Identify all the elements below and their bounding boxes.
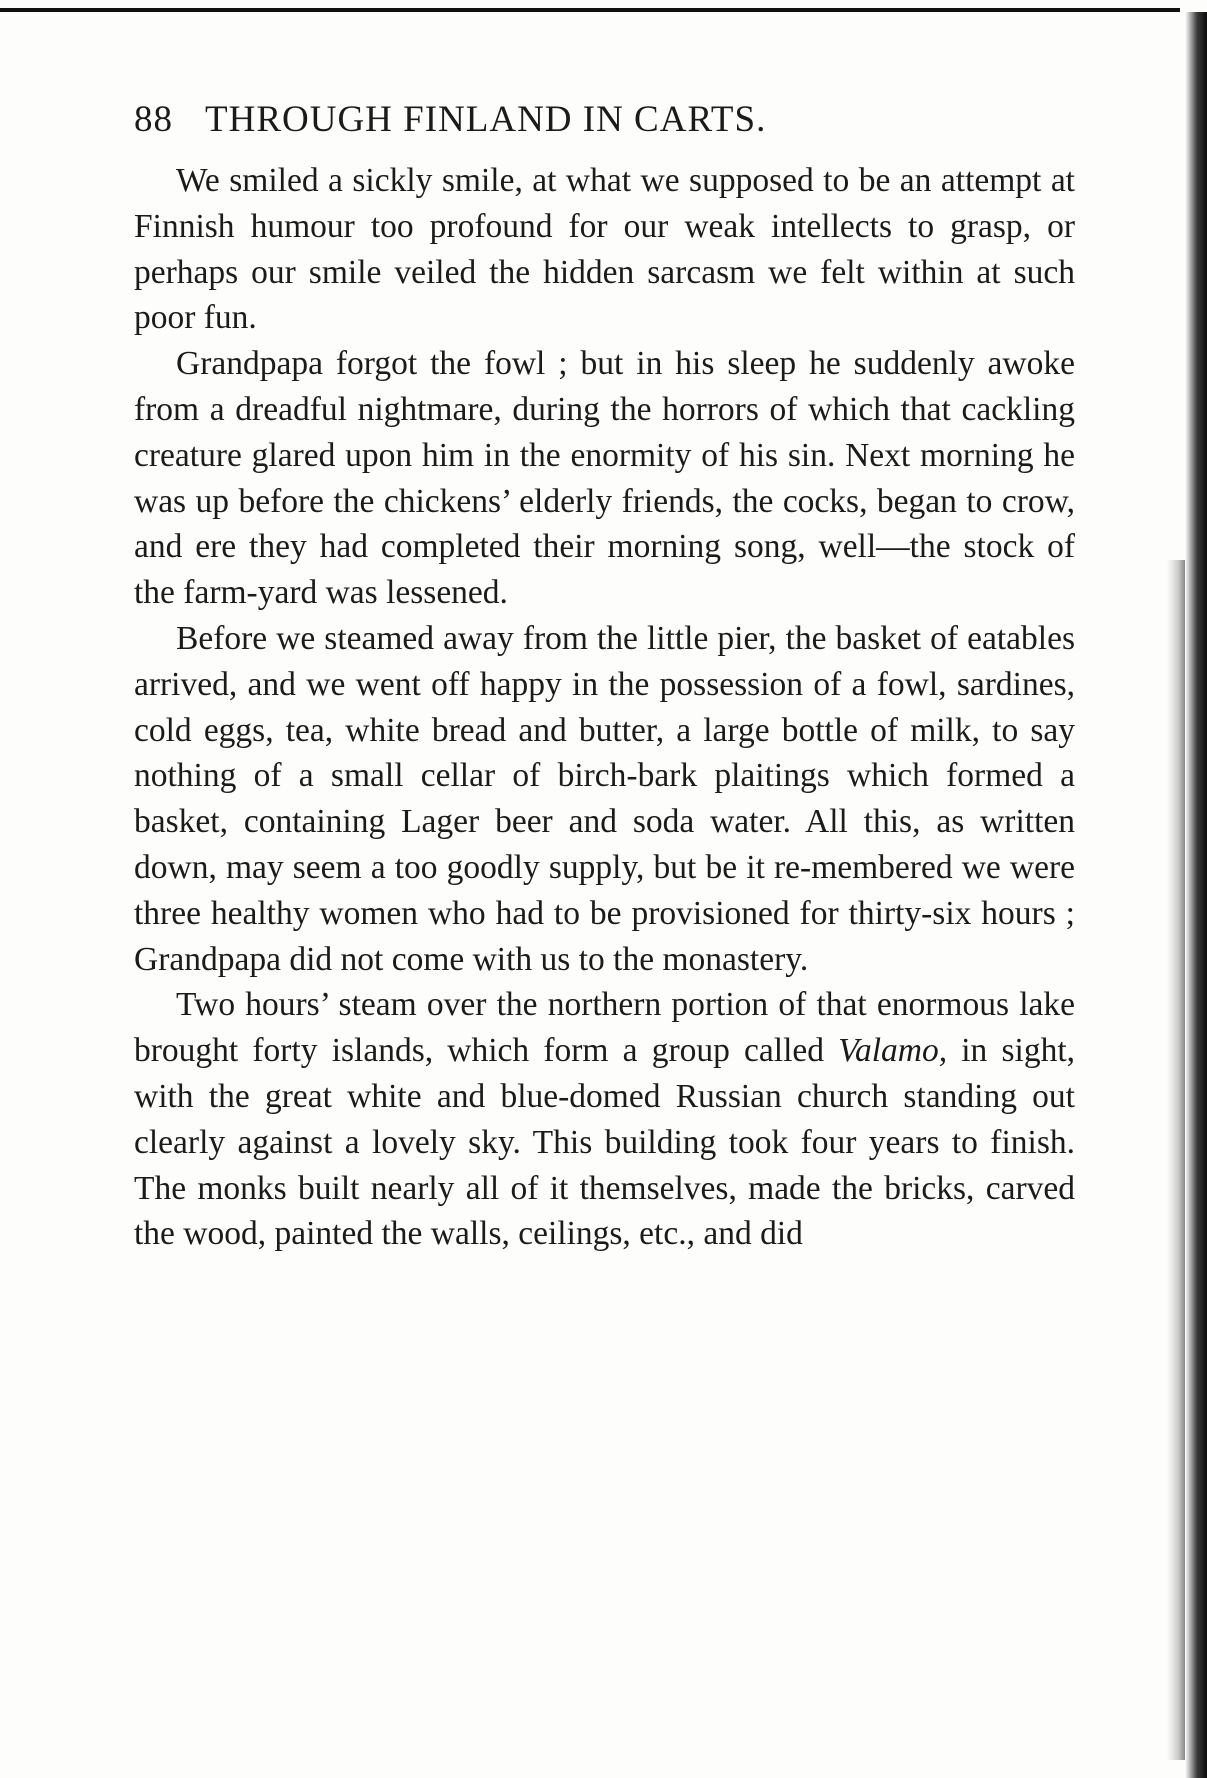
top-border-rule <box>0 8 1180 12</box>
place-name-valamo: Valamo, <box>838 1032 948 1070</box>
spine-shadow <box>1167 560 1185 1760</box>
body-text <box>134 158 1075 1257</box>
paragraph-1: We smiled a sickly smile, at what we supposed to be an attempt at Finnish humour too profound for our weak intellects to grasp, or perhaps our smile veiled the hidden sarcasm we felt within at such poor fun. <box>134 162 1075 337</box>
book-spine-edge <box>1185 12 1207 1778</box>
paragraph-4 <box>134 982 1075 1257</box>
paragraph-2: Grandpapa forgot the fowl ; but in his sleep he suddenly awoke from a dreadful nightmare, during the horrors of which that cackling creature glared upon him in the enormity of his sin. Next morning he was up before the chickens’ elderly friends, the cocks, began to crow, and ere they had completed their morning song, well—the stock of the farm-yard was lessened. <box>134 345 1075 612</box>
paragraph-3: Before we steamed away from the little pier, the basket of eatables arrived, and we went off happy in the possession of a fowl, sardines, cold eggs, tea, white bread and butter, a large bottle of milk, to say nothing of a small cellar of birch-bark plaitings which formed a basket, containing Lager beer and soda water. All this, as written down, may seem a too goodly supply, but be it re-membered we were three healthy women who had to be provisioned for thirty-six hours ; Grandpapa did not come with us to the monastery. <box>134 619 1075 978</box>
running-title: THROUGH FINLAND IN CARTS. <box>205 99 767 140</box>
page-header <box>134 98 766 141</box>
page-number: 88 <box>134 99 173 140</box>
paragraph-4-text-before: Two hours’ steam over the northern portion of that enormous lake brought forty islands, which form a group called <box>134 986 1075 1070</box>
paragraph-4-text-after: in sight, with the great white and blue-domed Russian church standing out clearly against a lovely sky. This building took four years to finish. The monks built nearly all of it themselves, made the bricks, carved the wood, painted the walls, ceilings, etc., and did <box>134 1032 1076 1253</box>
